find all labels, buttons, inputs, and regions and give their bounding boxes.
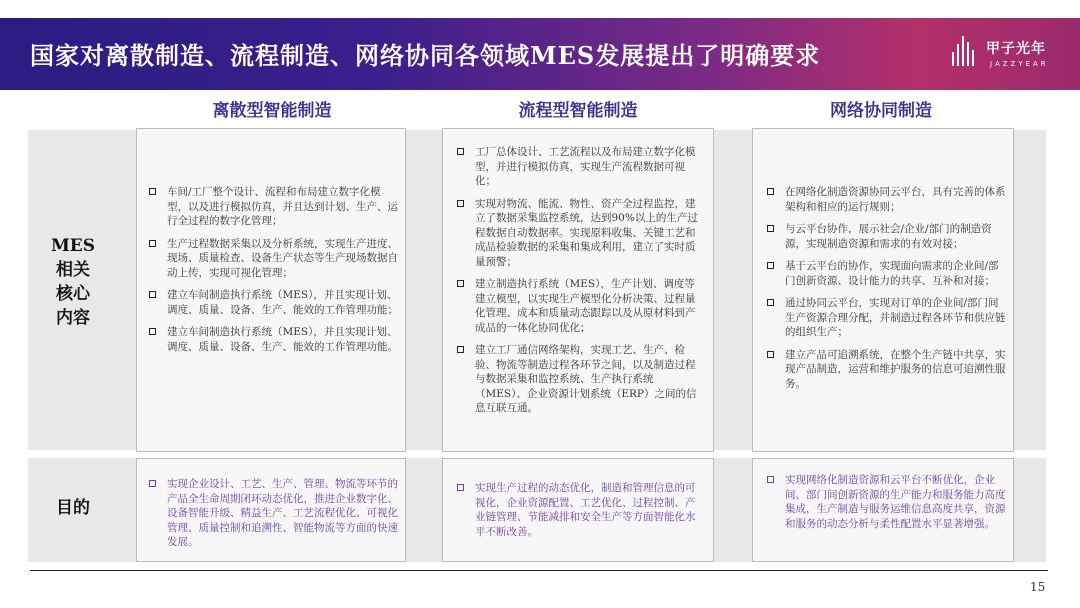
page-number: 15 (1030, 580, 1046, 594)
bullet-square-icon (149, 188, 156, 195)
header-banner (0, 18, 1080, 90)
bullet-square-icon (149, 480, 156, 487)
goal-box-network (752, 458, 1014, 562)
list-item: 实现网络化制造资源和云平台不断优化，企业间、部门间创新资源的生产能力和服务能力高度集成，生产制造与服务运维信息高度共享，资源和服务的动态分析与柔性配置水平显著增强。 (765, 473, 1009, 531)
bullet-square-icon (149, 291, 156, 298)
goal-box-discrete (136, 458, 406, 562)
core-box-discrete (136, 128, 406, 452)
bullet-square-icon (457, 346, 464, 353)
list-item: 工厂总体设计、工艺流程以及布局建立数字化模型，并进行模拟仿真，实现生产流程数据可视化； (455, 145, 705, 189)
row-label-core: MES 相关 核心 内容 (50, 236, 96, 328)
list-item: 基于云平台的协作，实现面向需求的企业间/部门创新资源、设计能力的共享、互补和对接； (765, 259, 1009, 288)
logo-text-cn: 甲子光年 (986, 41, 1046, 57)
logo-text-en: JAZZYEAR (990, 60, 1049, 68)
bullet-square-icon (149, 240, 156, 247)
core-list-process (455, 145, 705, 424)
list-item: 车间/工厂整个设计、流程和布局建立数字化模型，以及进行模拟仿真，并且达到计划、生产、运行全过程的数字化管理； (147, 185, 399, 229)
goal-list-discrete (147, 477, 399, 558)
core-box-network (752, 128, 1014, 452)
list-item: 建立车间制造执行系统（MES），并且实现计划、调度、质量、设备、生产、能效的工作管理功能； (147, 288, 399, 317)
bullet-square-icon (767, 299, 774, 306)
page-title: 国家对离散制造、流程制造、网络协同各领域MES发展提出了明确要求 (30, 41, 821, 70)
list-item: 在网络化制造资源协同云平台，具有完善的体系架构和相应的运行规则； (765, 185, 1009, 214)
list-item: 通过协同云平台，实现对订单的企业间/部门间生产资源合理分配，并制造过程各环节和供应链的组织生产； (765, 296, 1009, 340)
bullet-square-icon (457, 484, 464, 491)
list-item: 建立工厂通信网络架构，实现工艺、生产、检验、物流等制造过程各环节之间，以及制造过程与数据采集和监控系统、生产执行系统（MES）、企业资源计划系统（ERP）之间的信息互联互通。 (455, 343, 705, 416)
column-heading-network: 网络协同制造 (830, 101, 932, 121)
list-item: 建立车间制造执行系统（MES），并且实现计划、调度、质量、设备、生产、能效的工作管理功能。 (147, 325, 399, 354)
bullet-square-icon (457, 148, 464, 155)
logo-bars-icon (952, 36, 974, 66)
bullet-square-icon (767, 225, 774, 232)
column-heading-discrete: 离散型智能制造 (212, 101, 332, 121)
core-list-network (765, 185, 1009, 399)
goal-list-network (765, 473, 1009, 539)
list-item: 实现生产过程的动态优化，制造和管理信息的可视化，企业资源配置、工艺优化、过程控制、产业链管理、节能减排和安全生产等方面智能化水平不断改善。 (455, 481, 705, 539)
bullet-square-icon (767, 188, 774, 195)
goal-list-process (455, 481, 705, 547)
list-item: 与云平台协作，展示社会/企业/部门的制造资源，实现制造资源和需求的有效对接； (765, 222, 1009, 251)
column-heading-process: 流程型智能制造 (518, 101, 638, 121)
bullet-square-icon (457, 280, 464, 287)
bullet-square-icon (767, 351, 774, 358)
goal-box-process (442, 458, 714, 562)
core-list-discrete (147, 185, 399, 362)
row-label-goal: 目的 (56, 498, 90, 518)
list-item: 实现对物流、能流、物性、资产全过程监控，建立了数据采集监控系统，达到90%以上的生产过程数据自动数据率。实现原料收集、关键工艺和成品检验数据的采集和集成利用，建立了实时质量预警； (455, 197, 705, 270)
list-item: 生产过程数据采集以及分析系统，实现生产进度、现场、质量检查、设备生产状态等生产现场数据自动上传，实现可视化管理； (147, 237, 399, 281)
bullet-square-icon (767, 262, 774, 269)
list-item: 建立产品可追溯系统，在整个生产链中共享，实现产品制造，运营和维护服务的信息可追溯性服务。 (765, 348, 1009, 392)
bullet-square-icon (457, 200, 464, 207)
bullet-square-icon (767, 476, 774, 483)
core-box-process (442, 128, 714, 452)
list-item: 实现企业设计、工艺、生产、管理、物流等环节的产品全生命周期闭环动态优化，推进企业数字化、设备智能升级、精益生产、工艺流程优化、可视化管理、质量控制和追溯性、智能物流等方面的快速发展。 (147, 477, 399, 550)
footer-divider (30, 570, 1048, 571)
list-item: 建立制造执行系统（MES），生产计划、调度等建立模型，以实现生产模型化分析决策、过程量化管理、成本和质量动态跟踪以及从原材料到产成品的一体化协同优化； (455, 277, 705, 335)
bullet-square-icon (149, 328, 156, 335)
brand-logo (952, 32, 1062, 78)
